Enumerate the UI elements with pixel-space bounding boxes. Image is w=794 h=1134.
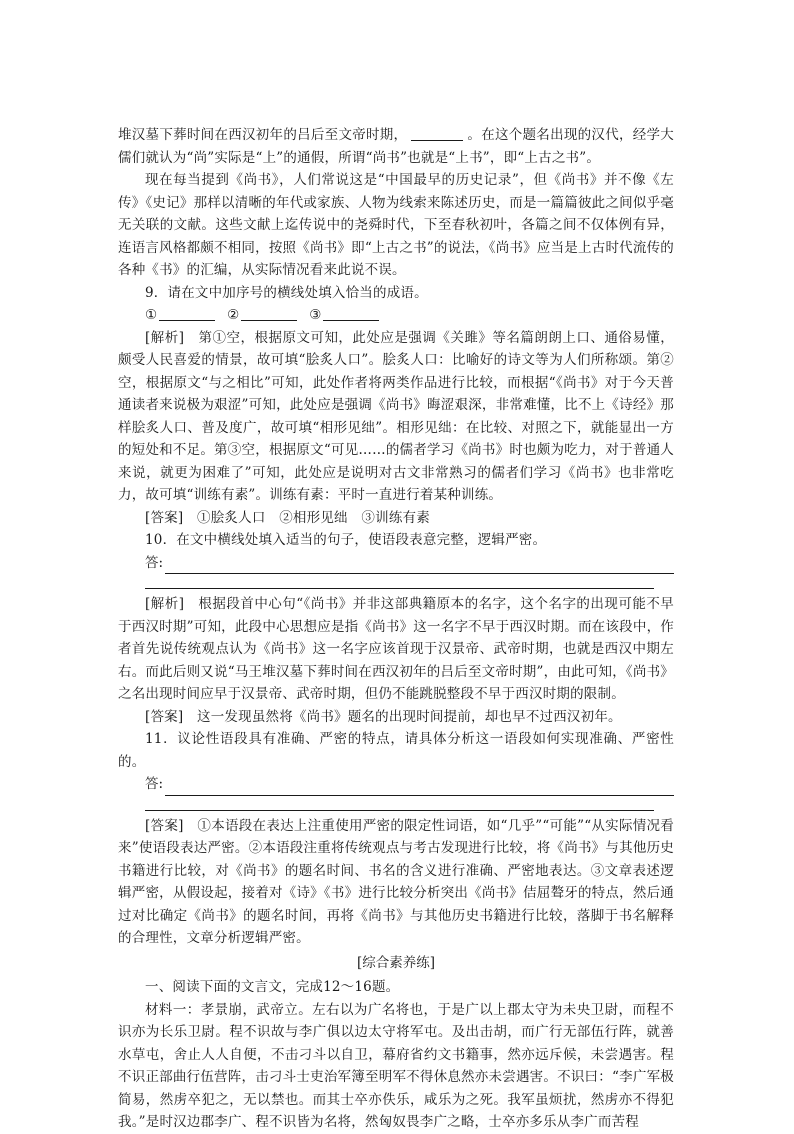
answer-label: 答:	[145, 776, 164, 792]
answer-rule[interactable]	[145, 796, 654, 811]
blank-number: ②	[227, 307, 240, 323]
answer-10: [答案] 这一发现虽然将《尚书》题名的出现时间提前，却也早不过西汉初年。	[145, 708, 622, 725]
blank-number: ①	[145, 307, 158, 323]
paragraph-intro	[118, 124, 674, 169]
fill-blank[interactable]	[411, 126, 463, 141]
answer-rule[interactable]	[165, 780, 674, 796]
paragraph-shangshu: 现在每当提到《尚书》，人们常说这是“中国最早的历史记录”，但《尚书》并不像《左传》《史记》那样以清晰的年代或家族、人物为线索来陈述历史，而是一篇篇彼此之间似乎毫无关联的文献。这些文献上迄传说中的尧舜时代，下至春秋初叶，各篇之间不仅体例有异，连语言风格都颇不相同，按照《尚书》即“上古之书”的说法，《尚书》应当是上古时代流传的各种《书》的汇编，从实际情况看来此说不误。	[118, 172, 674, 278]
fill-blank[interactable]	[241, 306, 297, 321]
answer-rule[interactable]	[165, 558, 674, 574]
answer-9: [答案] ①脍炙人口 ②相形见绌 ③训练有素	[145, 509, 430, 526]
fill-blank[interactable]	[323, 306, 379, 321]
fill-blank[interactable]	[159, 306, 215, 321]
analysis-10: [解析] 根据段首中心句“《尚书》并非这部典籍原本的名字，这个名字的出现可能不早于西汉时期”可知，此段中心思想应是指《尚书》这一名字不早于西汉时期。而在该段中，作者首先说传统观点认为《尚书》这一名字应该首现于汉景帝、武帝时期，也就是西汉中期左右。而此后则又说“马王堆汉墓下葬时间在西汉初年的吕后至文帝时期”，由此可知，《尚书》之名出现时间应早于汉景帝、武帝时期，但仍不能跳脱整段不早于西汉时期的限制。	[118, 596, 674, 702]
answer-rule[interactable]	[145, 574, 654, 589]
answer-11: [答案] ①本语段在表达上注重使用严密的限定性词语，如“几乎”“可能”“从实际情况看来”使语段表达严密。②本语段注重将传统观点与考古发现进行比较，将《尚书》与其他历史书籍进行比较，对《尚书》的题名时间、书名的含义进行准确、严密地表达。③文章表述逻辑严密，从假设起，接着对《诗》《书》进行比较分析突出《尚书》佶屈聱牙的特点，然后通过对比确定《尚书》的题名时间，再将《尚书》与其他历史书籍进行比较，落脚于书名解释的合理性，文章分析逻辑严密。	[118, 817, 674, 946]
answer-label: 答:	[145, 554, 164, 571]
paragraph-text: 。在这个题名出现的汉代，经学大儒们就认为“尚”实际是“上”的通假，所谓“尚书”也就是“上书”，即“上古之书”。	[118, 127, 675, 166]
question-11: 11．议论性语段具有准确、严密的特点，请具体分析这一语段如何实现准确、严密性的。	[118, 731, 674, 770]
analysis-9: [解析] 第①空，根据原文可知，此处应是强调《关雎》等名篇朗朗上口、通俗易懂，颇受人民喜爱的情景，故可填“脍炙人口”。脍炙人口：比喻好的诗文等为人们所称颂。第②空，根据原文“与之相比”可知，此处作者将两类作品进行比较，而根据“《尚书》对于今天普通读者来说极为艰涩”可知，此处应是强调《尚书》晦涩艰深，非常难懂，比不上《诗经》那样脍炙人口、普及度广，故可填“相形见绌”。相形见绌：在比较、对照之下，就能显出一方的短处和不足。第③空，根据原文“可见……的儒者学习《尚书》时也颇为吃力，对于普通人来说，就更为困难了”可知，此处应是说明对古文非常熟习的儒者们学习《尚书》也非常吃力，故可填“训练有素”。训练有素：平时一直进行着某种训练。	[118, 329, 674, 503]
section-heading: [综合素养练]	[356, 954, 436, 971]
question-10: 10．在文中横线处填入适当的句子，使语段表意完整，逻辑严密。	[145, 532, 547, 548]
material-1: 材料一：孝景崩，武帝立。左右以为广名将也，于是广以上郡太守为未央卫尉，而程不识亦为长乐卫尉。程不识故与李广俱以边太守将军屯。及出击胡，而广行无部伍行阵，就善水草屯，舍止人人自便，不击刁斗以自卫，幕府省约文书籍事，然亦远斥候，未尝遇害。程不识正部曲行伍营阵，击刁斗士吏治军簿至明军不得休息然亦未尝遇害。不识曰：“李广军极简易，然虏卒犯之，无以禁也。而其士卒亦佚乐，咸乐为之死。我军虽烦扰，然虏亦不得犯我。”是时汉边郡李广、程不识皆为名将，然匈奴畏李广之略，士卒亦多乐从李广而苦程	[118, 1001, 674, 1130]
question-9: 9．请在文中加序号的横线处填入恰当的成语。	[145, 284, 428, 301]
blank-number: ③	[309, 307, 322, 323]
reading-intro: 一、阅读下面的文言文，完成12～16题。	[145, 979, 400, 995]
answer-line	[118, 552, 674, 575]
paragraph-text: 堆汉墓下葬时间在西汉初年的吕后至文帝时期，	[118, 127, 408, 143]
question-9-blanks	[118, 304, 674, 327]
document-page	[118, 124, 674, 1134]
answer-line	[118, 773, 674, 796]
